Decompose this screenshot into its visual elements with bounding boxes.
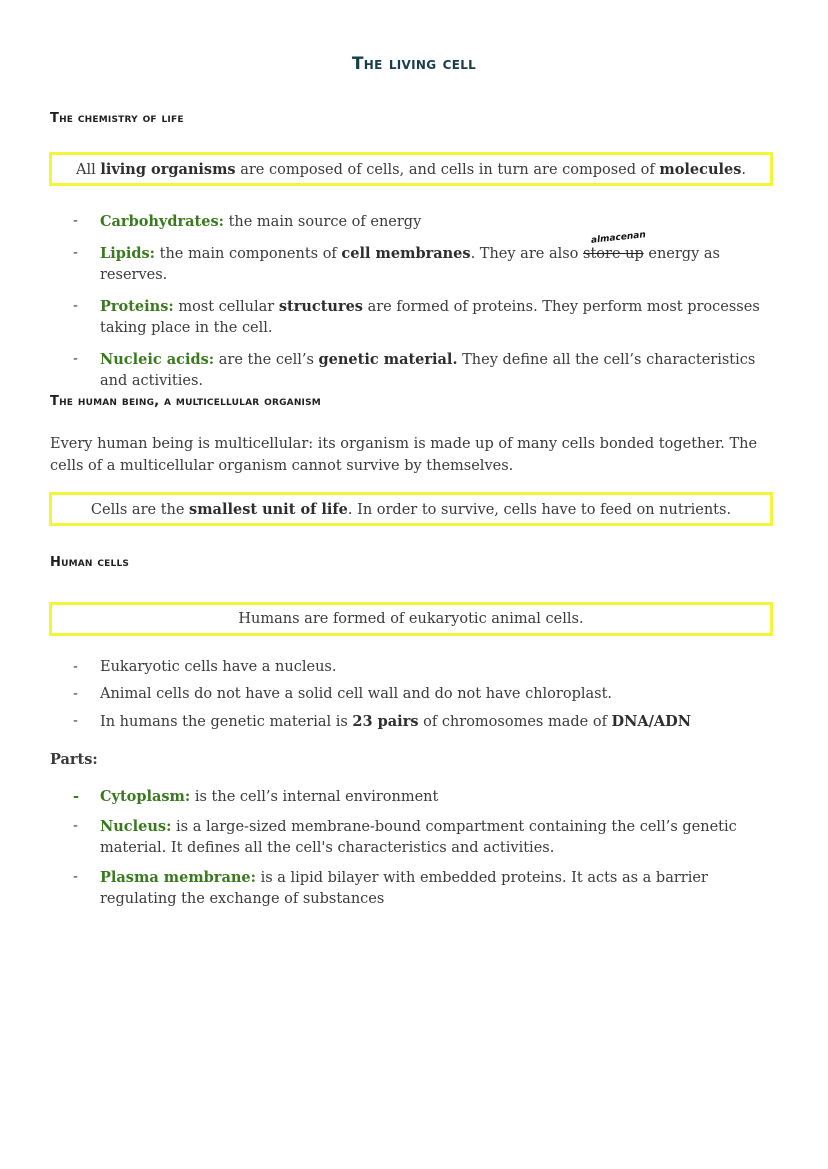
list-item-plasma-membrane: - Plasma membrane: is a lipid bilayer with embedded proteins. It acts as a barrier regulating the exchange of substances: [73, 869, 708, 907]
list-item: - Eukaryotic cells have a nucleus.: [50, 657, 780, 678]
bullet-dash: -: [73, 713, 78, 729]
bullet-dash: -: [73, 788, 80, 805]
bold-term: cell membranes: [341, 245, 471, 262]
bullet-dash: -: [73, 818, 78, 834]
bold-term: smallest unit of life: [189, 500, 348, 518]
box-text: Humans are formed of eukaryotic animal cells.: [238, 611, 584, 627]
cell-parts-list: [50, 786, 780, 910]
bullet-dash: -: [73, 659, 78, 675]
bullet-dash: -: [73, 213, 78, 229]
list-item-carbohydrates: - Carbohydrates: the main source of energy: [73, 213, 422, 230]
list-item-lipids: - Lipids: the main components of cell membranes. They are also almacenan store up energy as reserves.: [50, 243, 780, 286]
handwritten-annotation: almacenan: [590, 230, 647, 246]
heading-human-being: The human being, a multicellular organism: [50, 394, 321, 409]
molecules-list: [50, 211, 780, 392]
list-item-nucleus: - Nucleus: is a large-sized membrane-bound compartment containing the cell’s genetic material. It defines all the cell's characteristics and activities.: [73, 818, 737, 856]
box-text: Cells are the smallest unit of life. In order to survive, cells have to feed on nutrients.: [90, 500, 732, 518]
term-plasma-membrane: Plasma membrane:: [100, 869, 256, 886]
term-carbohydrates: Carbohydrates:: [100, 213, 224, 230]
list-item-nucleic-acids: - Nucleic acids: are the cell’s genetic material. They define all the cell’s characteristics and activities.: [73, 351, 756, 389]
bullet-dash: -: [73, 351, 78, 367]
list-item-proteins: - Proteins: most cellular structures are formed of proteins. They perform most processes taking place in the cell.: [73, 298, 760, 336]
bold-term: 23 pairs: [352, 713, 419, 730]
bullet-dash: -: [73, 686, 78, 702]
box-text: All living organisms are composed of cells, and cells in turn are composed of molecules.: [75, 160, 746, 178]
parts-label: Parts:: [50, 751, 98, 768]
heading-chemistry-of-life: The chemistry of life: [50, 111, 184, 126]
term-nucleic-acids: Nucleic acids:: [100, 351, 215, 368]
term-proteins: Proteins:: [100, 298, 174, 315]
bold-term: DNA/ADN: [611, 713, 691, 730]
highlight-box-eukaryotic: [49, 602, 773, 636]
bullet-dash: -: [73, 245, 78, 261]
eukaryotic-facts-list: [50, 657, 780, 733]
term-nucleus: Nucleus:: [100, 818, 172, 835]
highlight-box-smallest-unit: [49, 492, 773, 526]
bold-term: molecules: [659, 160, 742, 178]
page-title: The living cell: [351, 54, 477, 74]
heading-human-cells: Human cells: [50, 555, 130, 570]
highlight-box-molecules: [49, 152, 773, 186]
bullet-dash: -: [73, 869, 78, 885]
paragraph-multicellular: Every human being is multicellular: its organism is made up of many cells bonded together. The cells of a multicellular organism cannot survive by themselves.: [50, 436, 758, 474]
term-lipids: Lipids:: [100, 245, 156, 262]
list-item: - Animal cells do not have a solid cell wall and do not have chloroplast.: [50, 684, 780, 705]
bullet-dash: -: [73, 298, 78, 314]
list-item: - In humans the genetic material is 23 pairs of chromosomes made of DNA/ADN: [73, 713, 691, 730]
list-item-cytoplasm: - Cytoplasm: is the cell’s internal environment: [73, 788, 439, 805]
bold-term: structures: [278, 298, 363, 315]
bold-term: genetic material.: [318, 351, 458, 368]
term-cytoplasm: Cytoplasm:: [100, 788, 191, 805]
bold-term: living organisms: [100, 160, 236, 178]
struck-phrase: almacenan store up: [583, 244, 644, 265]
